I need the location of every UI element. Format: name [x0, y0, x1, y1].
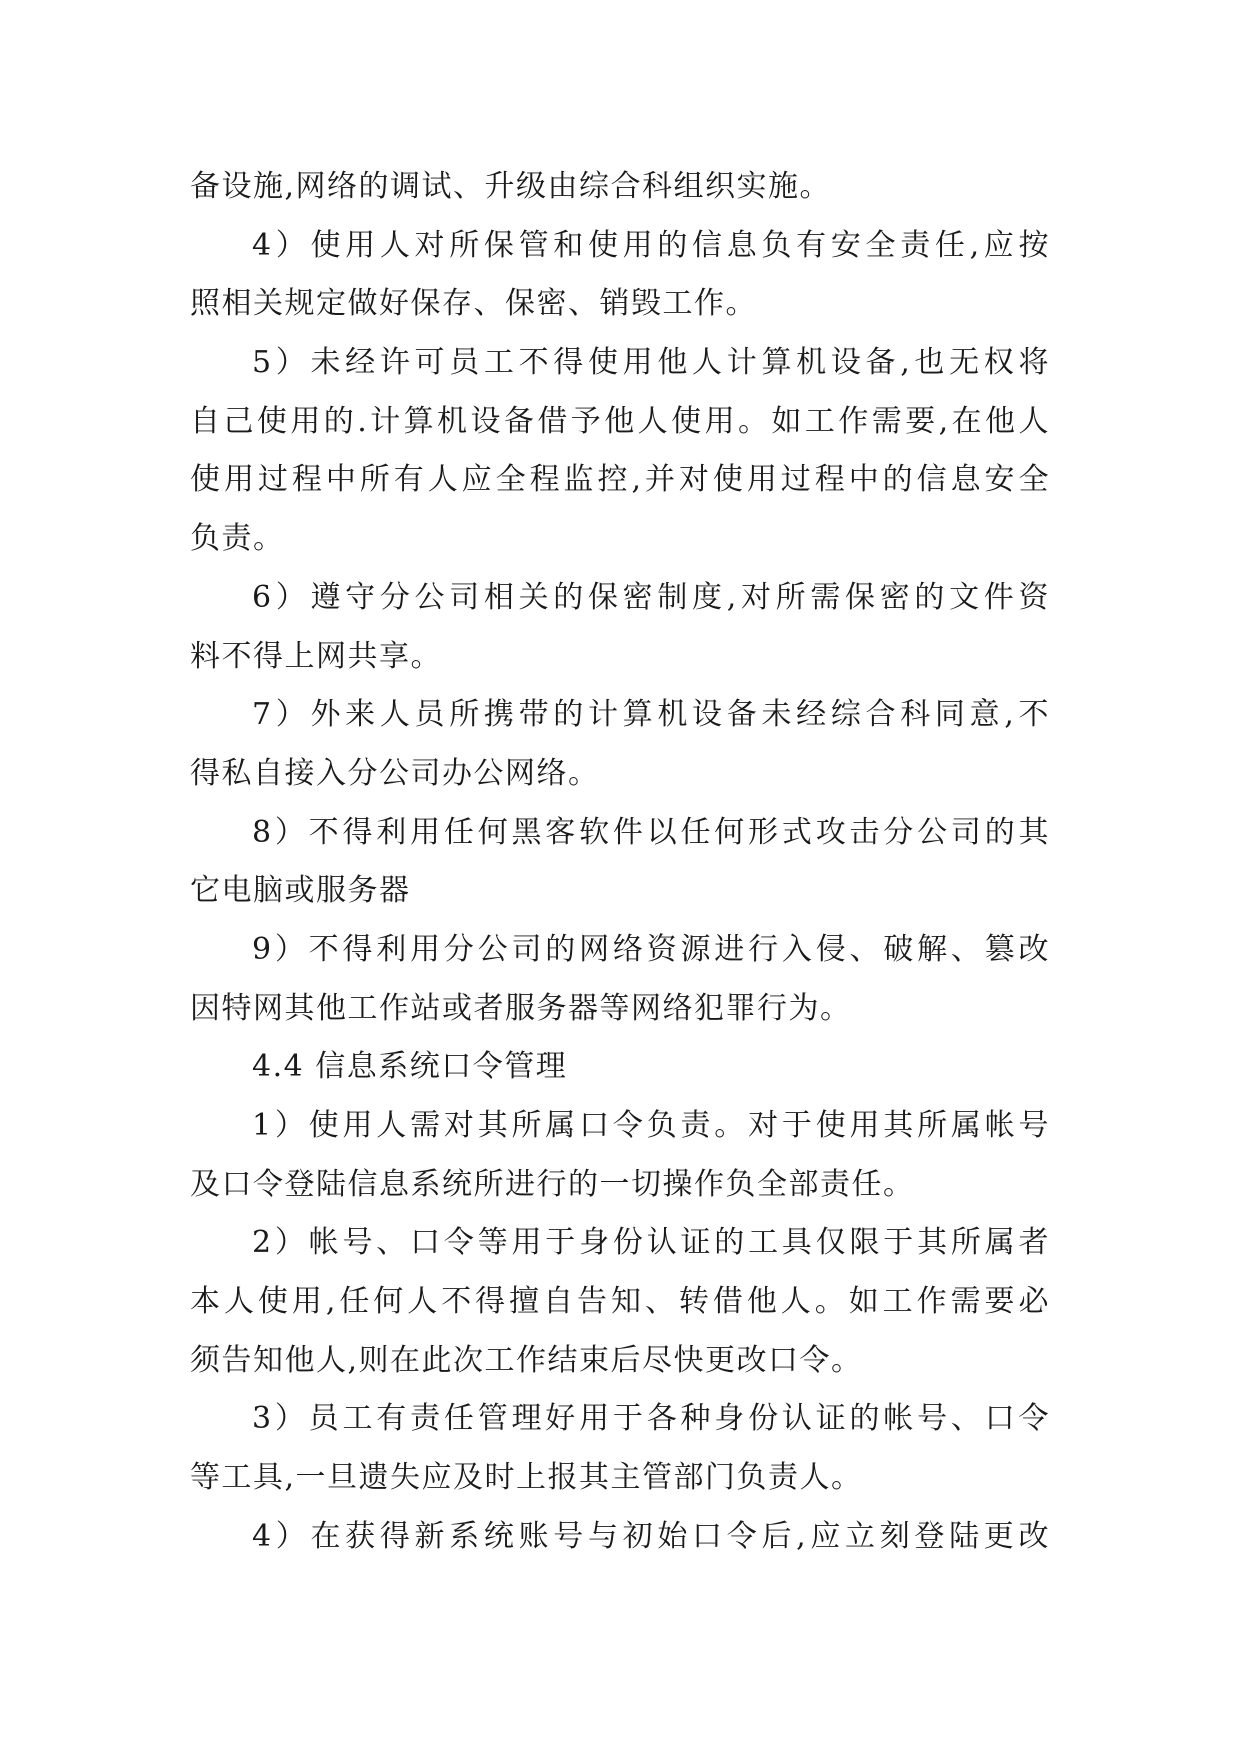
text-line: 7）外来人员所携带的计算机设备未经综合科同意,不: [252, 697, 1050, 733]
text-line: 4）使用人对所保管和使用的信息负有安全责任,应按: [252, 227, 1050, 263]
text-line: 4.4 信息系统口令管理: [252, 1049, 568, 1085]
text-line: 5）未经许可员工不得使用他人计算机设备,也无权将: [252, 345, 1050, 381]
text-line: 及口令登陆信息系统所进行的一切操作负全部责任。: [190, 1166, 915, 1202]
text-line: 料不得上网共享。: [190, 638, 442, 674]
text-line: 8）不得利用任何黑客软件以任何形式攻击分公司的其: [252, 814, 1050, 850]
text-line: 1）使用人需对其所属口令负责。对于使用其所属帐号: [252, 1108, 1050, 1143]
text-line: 2）帐号、口令等用于身份认证的工具仅限于其所属者: [252, 1225, 1050, 1261]
text-line: 得私自接入分公司办公网络。: [190, 755, 600, 791]
text-line: 4）在获得新系统账号与初始口令后,应立刻登陆更改: [252, 1518, 1050, 1554]
text-line: 负责。: [190, 521, 285, 557]
text-line: 使用过程中所有人应全程监控,并对使用过程中的信息安全: [190, 462, 1050, 498]
text-line: 因特网其他工作站或者服务器等网络犯罪行为。: [190, 990, 852, 1026]
text-line: 9）不得利用分公司的网络资源进行入侵、破解、篡改: [252, 931, 1050, 967]
text-line: 等工具,一旦遗失应及时上报其主管部门负责人。: [190, 1460, 863, 1496]
text-line: 它电脑或服务器: [190, 873, 411, 909]
text-line: 自己使用的.计算机设备借予他人使用。如工作需要,在他人: [190, 403, 1050, 439]
document-body: [190, 158, 1050, 1567]
text-line: 本人使用,任何人不得擅自告知、转借他人。如工作需要必: [190, 1284, 1050, 1320]
text-line: 备设施,网络的调试、升级由综合科组织实施。: [190, 169, 832, 204]
text-line: 照相关规定做好保存、保密、销毁工作。: [190, 286, 757, 322]
text-line: 6）遵守分公司相关的保密制度,对所需保密的文件资: [252, 579, 1050, 615]
text-line: 3）员工有责任管理好用于各种身份认证的帐号、口令: [252, 1401, 1050, 1437]
text-line: 须告知他人,则在此次工作结束后尽快更改口令。: [190, 1342, 863, 1378]
